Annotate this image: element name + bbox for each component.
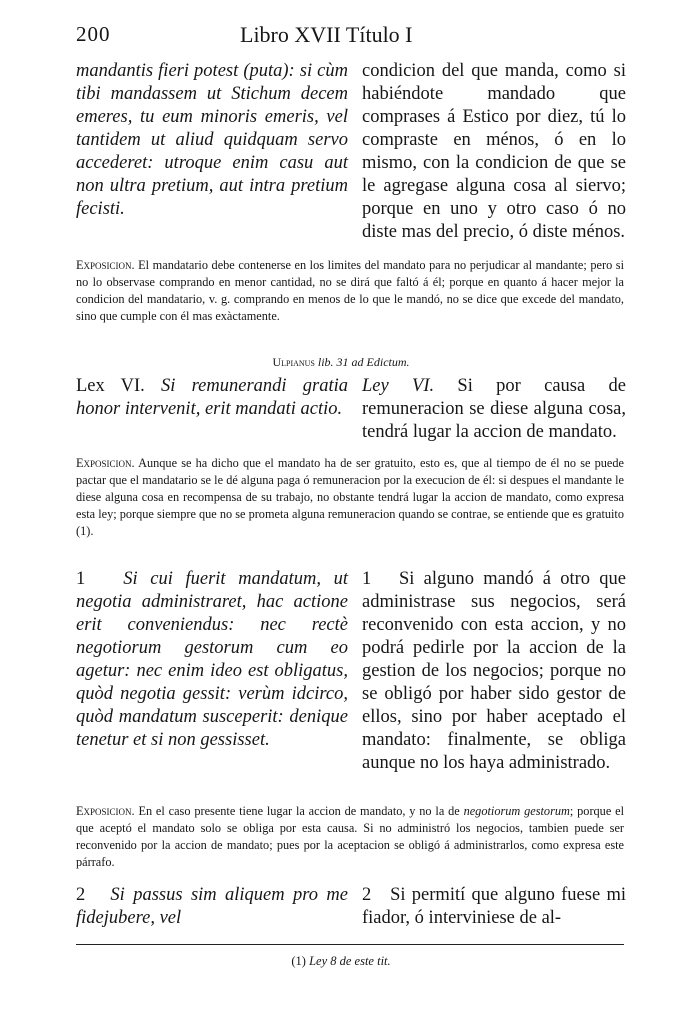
lex-number: Lex VI. [76, 376, 145, 396]
footnote-text: Ley 8 de este tit. [309, 954, 391, 968]
paragraph-2-block [76, 884, 624, 932]
latin-text: mandantis fieri potest (puta): si cùm tibi mandassem ut Stichum decem emeres, tu eum minoris emeris, vel tantidem ut aliud quidquam servo accederet: utroque enim casu aut non ultra pretium, aut intra pretium fecisti. [76, 61, 348, 219]
latin-text: Si cui fuerit mandatum, ut negotia administraret, hac actione erit conveniendus: nec rectè negotiorum gestorum cum eo agetur: nec enim ideo est obligatus, quòd negotia gessit: verùm idcirco, quòd mandatum susceperit: denique tenetur et si non gessisset. [76, 569, 348, 750]
law-block-continuation [76, 60, 624, 248]
exposicion-paragraph [76, 803, 624, 871]
page-number: 200 [76, 22, 111, 46]
paragraph-number: 2 [76, 885, 86, 905]
paragraph-number: 2 [362, 885, 372, 905]
exposicion-text: El mandatario debe contenerse en los limites del mandato para no perjudicar al mandante; pero si no lo observase comprando en menor cantidad, no se dirá que faltó á él; porque en quanto á hacer mejor la condicion del mandatario, v. g. comprando en menos de lo que le mandó, no se dice que excede del mandato, sino que cumple con él mas exàctamente. [76, 258, 624, 323]
exposicion-label: Exposicion. [76, 456, 135, 470]
source-author: Ulpianus [272, 355, 315, 369]
exposicion-label: Exposicion. [76, 258, 135, 272]
spanish-text: condicion del que manda, como si habiéndote mandado que comprases á Estico por diez, tú lo compraste en ménos, ó en lo mismo, con la condicion de que se le agregase alguna cosa al siervo; porque en uno y otro caso ó no diste mas del precio, ó diste ménos. [362, 61, 626, 242]
page-header [76, 22, 624, 52]
exposicion-paragraph [76, 257, 624, 325]
exposicion-text: ; porque el que aceptó el mandato solo se obliga por esta causa. Si no administró los negocios, tambien puede ser reconvenido por la accion de mandato; pues por la aceptacion se obligó á administrarlos, como expresa este párrafo. [76, 804, 624, 869]
paragraph-1-block [76, 568, 627, 790]
exposicion-paragraph [76, 455, 624, 540]
latin-text: Si passus sim aliquem pro me fidejubere, vel [76, 885, 348, 928]
source-citation [0, 355, 682, 370]
lex-6-block [76, 375, 624, 445]
footnote-divider [76, 944, 624, 945]
exposicion-label: Exposicion. [76, 804, 135, 818]
spanish-text: Si alguno mandó á otro que administrase sus negocios, será reconvenido con esta accion, y no podrá pedirle por la accion de la gestion de los negocios; porque no se obligó por haber sido gestor de ellos, sino por haber aceptado el mandato: finalmente, se obliga aunque no los haya administrado. [362, 569, 627, 773]
exposicion-text: En el caso presente tiene lugar la accion de mandato, y no la de [138, 804, 460, 818]
spanish-text: Si por causa de remuneracion se diese alguna cosa, tendrá lugar la accion de mandato. [362, 376, 626, 442]
exposicion-italic-term: negotiorum gestorum [463, 804, 570, 818]
source-work: lib. 31 ad Edictum. [317, 355, 410, 369]
paragraph-number: 1 [76, 569, 86, 589]
spanish-text: Si permití que alguno fuese mi fiador, ó interviniese de al- [362, 885, 626, 928]
footnote [0, 954, 682, 969]
ley-number: Ley VI. [362, 376, 435, 396]
paragraph-number: 1 [362, 569, 372, 589]
latin-text: Si remunerandi gratia honor intervenit, erit mandati actio. [76, 376, 349, 419]
footnote-marker: (1) [291, 954, 306, 968]
exposicion-text: Aunque se ha dicho que el mandato ha de ser gratuito, esto es, que al tiempo de él no se puede pactar que el mandatario se le dé alguna paga ó remuneracion por la execucion de él: si despues el mandante le diese alguna cosa en recompensa de su trabajo, no obstante tendrá lugar la accion de mandato, como expresa esta ley; porque siempre que no se prometa alguna remuneracion quando se contrae, se entiende que es gratuito (1). [76, 456, 624, 538]
running-title: Libro XVII Título I [240, 22, 413, 47]
